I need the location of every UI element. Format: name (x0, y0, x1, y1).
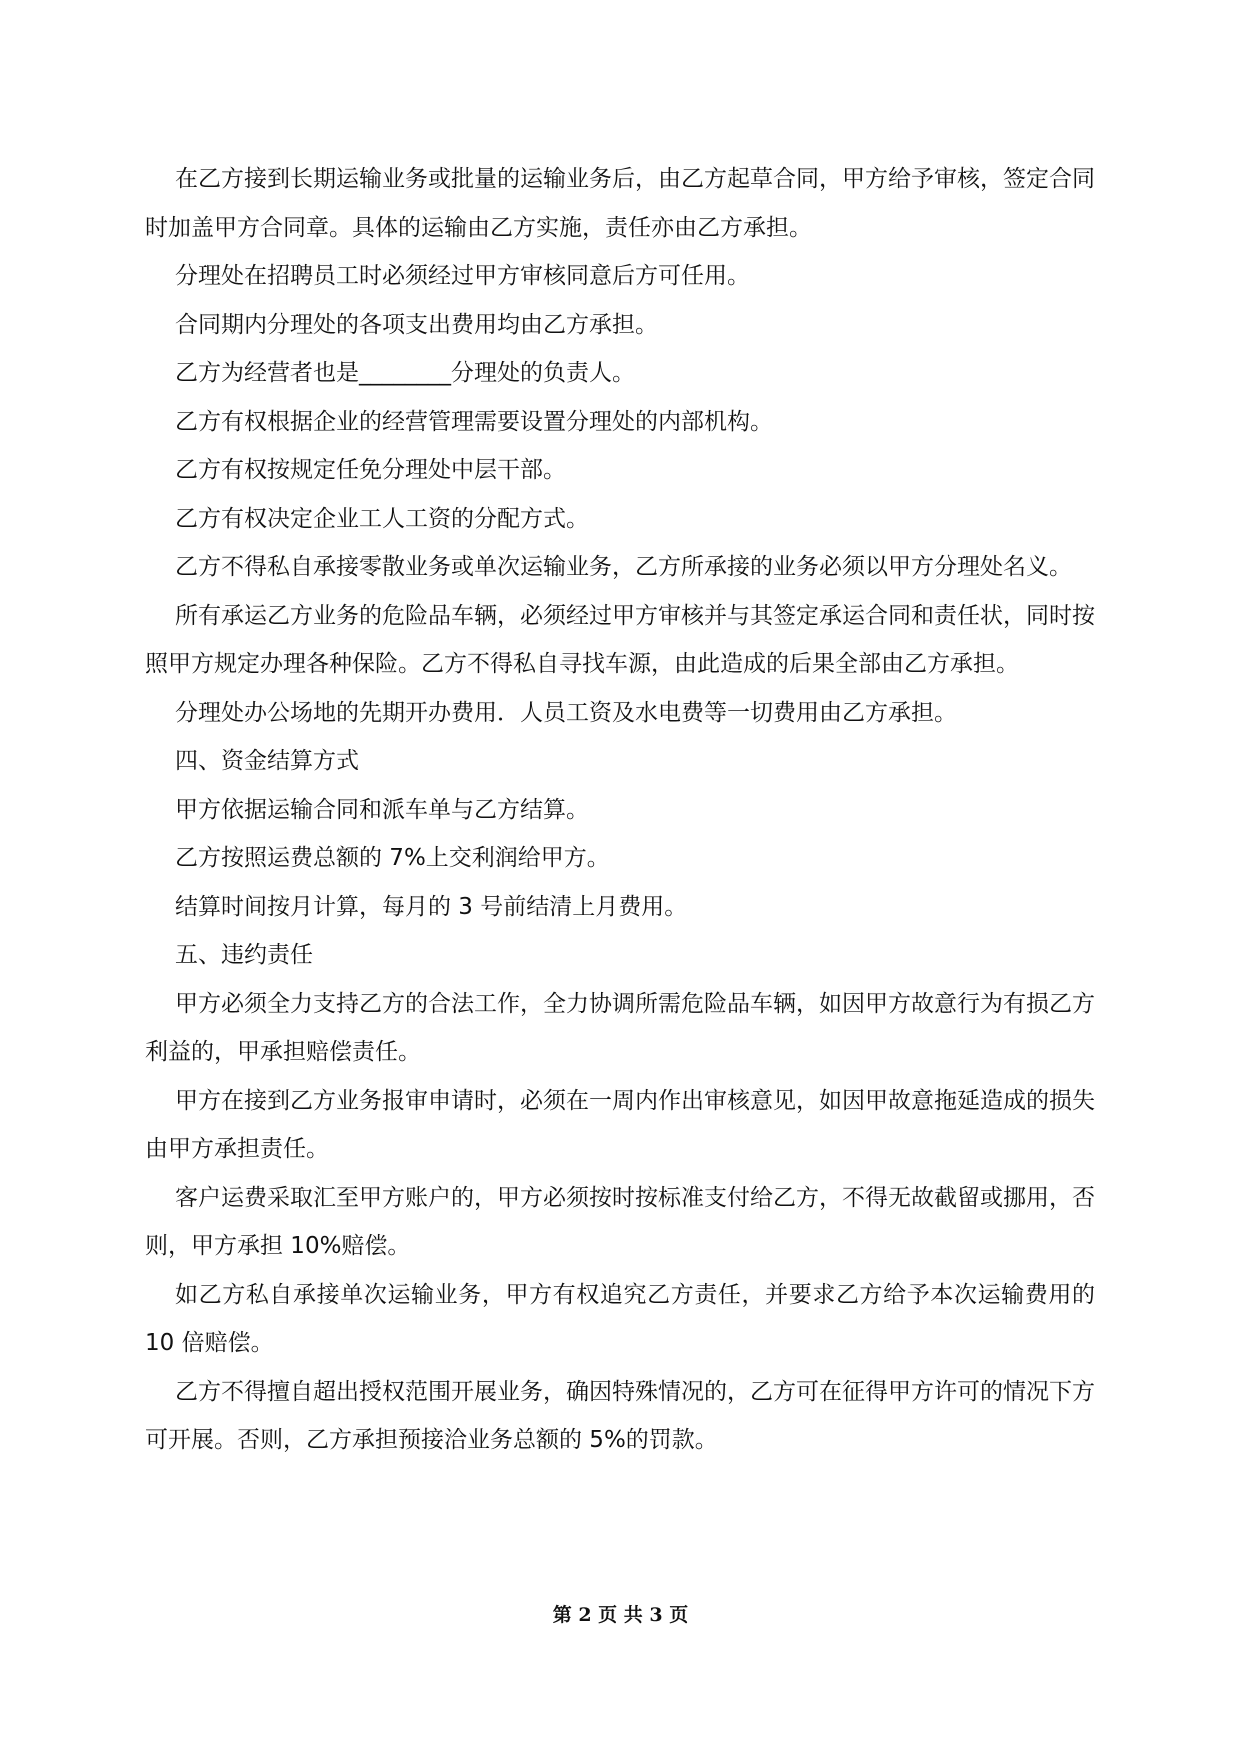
paragraph: 乙方按照运费总额的 7%上交利润给甲方。 (175, 845, 610, 871)
paragraph: 甲方依据运输合同和派车单与乙方结算。 (175, 796, 589, 823)
paragraph: 结算时间按月计算，每月的 3 号前结清上月费用。 (175, 893, 688, 920)
section-heading: 五、违约责任 (175, 942, 313, 968)
paragraph: 在乙方接到长期运输业务或批量的运输业务后，由乙方起草合同，甲方给予审核，签定合同时加盖甲方合同章。具体的运输由乙方实施，责任亦由乙方承担。 (145, 166, 1095, 241)
paragraph: 合同期内分理处的各项支出费用均由乙方承担。 (175, 311, 658, 338)
paragraph: 乙方有权按规定任免分理处中层干部。 (175, 457, 566, 483)
paragraph: 甲方必须全力支持乙方的合法工作，全力协调所需危险品车辆，如因甲方故意行为有损乙方利益的，甲承担赔偿责任。 (145, 990, 1095, 1065)
paragraph: 客户运费采取汇至甲方账户的，甲方必须按时按标准支付给乙方，不得无故截留或挪用，否则，甲方承担 10%赔偿。 (145, 1184, 1095, 1259)
paragraph: 乙方有权根据企业的经营管理需要设置分理处的内部机构。 (175, 408, 773, 435)
paragraph: 如乙方私自承接单次运输业务，甲方有权追究乙方责任，并要求乙方给予本次运输费用的 10 倍赔偿。 (145, 1281, 1103, 1356)
paragraph: 乙方为经营者也是________分理处的负责人。 (175, 360, 635, 386)
paragraph: 乙方不得擅自超出授权范围开展业务，确因特殊情况的，乙方可在征得甲方许可的情况下方可开展。否则，乙方承担预接洽业务总额的 5%的罚款。 (145, 1378, 1095, 1453)
paragraph: 甲方在接到乙方业务报审申请时，必须在一周内作出审核意见，如因甲故意拖延造成的损失由甲方承担责任。 (145, 1087, 1095, 1162)
section-heading: 四、资金结算方式 (175, 748, 359, 774)
paragraph: 分理处办公场地的先期开办费用．人员工资及水电费等一切费用由乙方承担。 (175, 699, 957, 726)
paragraph: 乙方不得私自承接零散业务或单次运输业务，乙方所承接的业务必须以甲方分理处名义。 (175, 554, 1072, 580)
paragraph: 乙方有权决定企业工人工资的分配方式。 (175, 505, 589, 532)
page-number-footer: 第 2 页 共 3 页 (552, 1604, 689, 1626)
paragraph: 所有承运乙方业务的危险品车辆，必须经过甲方审核并与其签定承运合同和责任状，同时按照甲方规定办理各种保险。乙方不得私自寻找车源，由此造成的后果全部由乙方承担。 (145, 602, 1095, 677)
paragraph: 分理处在招聘员工时必须经过甲方审核同意后方可任用。 (175, 263, 750, 289)
document-body (145, 155, 1103, 1465)
